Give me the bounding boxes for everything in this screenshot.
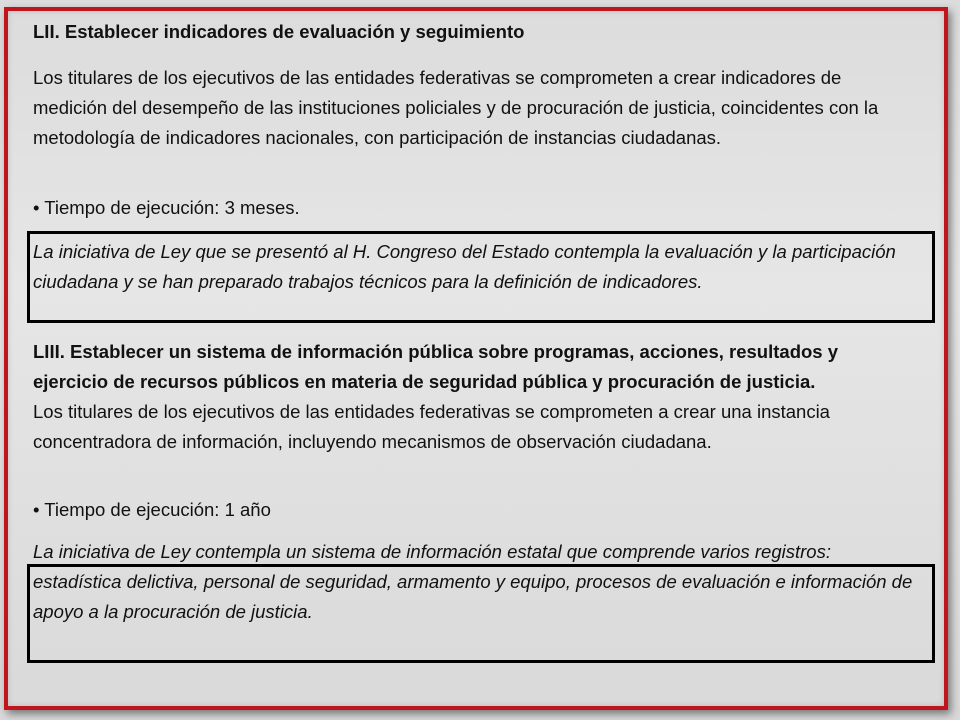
section-53-heading: LIII. Establecer un sistema de información pública sobre programas, acciones, resultados y ejercicio de recursos públicos en materia de seguridad pública y procuración de justicia. xyxy=(33,341,839,392)
section-52-heading: LII. Establecer indicadores de evaluación y seguimiento xyxy=(33,21,525,42)
section-52-body: Los titulares de los ejecutivos de las entidades federativas se comprometen a crear indicadores de medición del desempeño de las instituciones policiales y de procuración de justicia, coincidentes con la metodología de indicadores nacionales, con participación de instancias ciudadanas. xyxy=(33,67,879,148)
section-53-body: Los titulares de los ejecutivos de las entidades federativas se comprometen a crear una instancia concentradora de información, incluyendo mecanismos de observación ciudadana. xyxy=(33,401,830,452)
section-53-time: • Tiempo de ejecución: 1 año xyxy=(33,499,271,520)
section-53-note: La iniciativa de Ley contempla un sistema de información estatal que comprende varios registros: estadística delictiva, personal de seguridad, armamento y equipo, procesos de evaluación e información de apoyo a la procuración de justicia. xyxy=(33,541,913,622)
section-52-note: La iniciativa de Ley que se presentó al H. Congreso del Estado contempla la evaluación y la participación ciudadana y se han preparado trabajos técnicos para la definición de indicadores. xyxy=(33,241,896,292)
section-52-time: • Tiempo de ejecución: 3 meses. xyxy=(33,197,300,218)
